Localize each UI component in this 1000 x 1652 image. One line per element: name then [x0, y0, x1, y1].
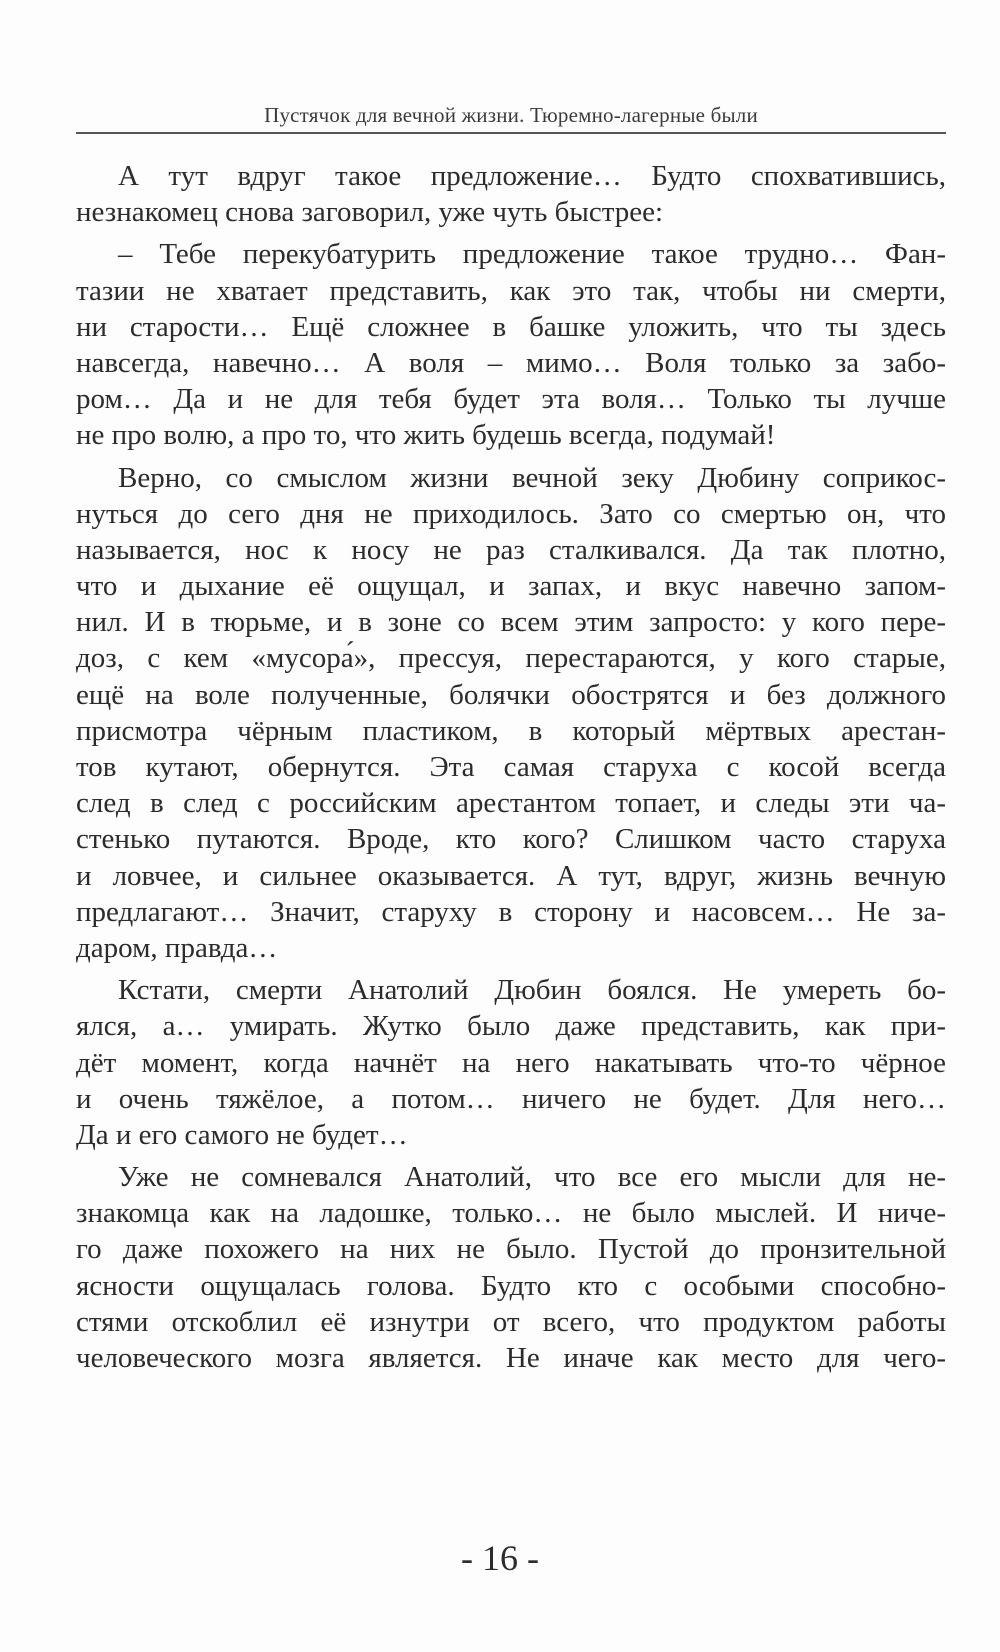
page-number: - 16 -	[461, 1538, 539, 1578]
text-line: А тут вдруг такое предложение… Будто спохватившись,	[118, 160, 946, 192]
text-line: ясности ощущалась голова. Будто кто с особыми способно-	[76, 1269, 946, 1302]
text-line: ещё на воле полученные, болячки обострятся и без должного	[76, 678, 946, 711]
text-line: доз, с кем «мусора́», прессуя, перестараются, у кого старые,	[76, 642, 946, 675]
text-line: дёт момент, когда начнёт на него накатывать что-то чёрное	[76, 1046, 946, 1079]
text-line: след в след с российским арестантом топает, и следы эти ча-	[76, 787, 946, 820]
text-line: го даже похожего на них не было. Пустой до пронзительной	[76, 1233, 946, 1266]
text-line: ялся, а… умирать. Жутко было даже представить, как при-	[76, 1010, 946, 1043]
text-line: незнакомец снова заговорил, уже чуть быстрее:	[76, 196, 664, 229]
text-line: знакомца как на ладошке, только… не было мыслей. И ниче-	[76, 1197, 946, 1230]
paragraph	[76, 236, 946, 453]
text-line: не про волю, а про то, что жить будешь всегда, подумай!	[76, 419, 776, 452]
text-line: ни старости… Ещё сложнее в башке уложить, что ты здесь	[76, 310, 946, 343]
paragraph	[76, 972, 946, 1153]
text-line: называется, нос к носу не раз сталкивался. Да так плотно,	[76, 533, 946, 566]
text-line: нуться до сего дня не приходилось. Зато со смертью он, что	[76, 497, 946, 530]
text-line: тов кутают, обернутся. Эта самая старуха с косой всегда	[76, 751, 946, 783]
text-line: навсегда, навечно… А воля – мимо… Воля только за забо-	[76, 346, 946, 379]
text-line: присмотра чёрным пластиком, в который мёртвых арестан-	[76, 714, 946, 747]
text-line: тазии не хватает представить, как это так, чтобы ни смерти,	[76, 274, 946, 307]
text-line: человеческого мозга является. Не иначе как место для чего-	[76, 1342, 946, 1374]
text-line: что и дыхание её ощущал, и запах, и вкус навечно запом-	[76, 570, 946, 603]
running-header: Пустячок для вечной жизни. Тюремно-лагерные были	[264, 103, 758, 127]
text-line: ром… Да и не для тебя будет эта воля… Только ты лучше	[76, 383, 946, 416]
paragraph	[76, 158, 946, 230]
header-rule	[76, 132, 946, 134]
text-line: даром, правда…	[76, 931, 278, 964]
paragraph	[76, 1159, 946, 1376]
text-line: Верно, со смыслом жизни вечной зеку Дюбину соприкос-	[118, 461, 946, 494]
text-line: Да и его самого не будет…	[76, 1118, 408, 1151]
text-line: предлагают… Значит, старуху в сторону и насовсем… Не за-	[76, 895, 946, 928]
body-text	[76, 158, 946, 1376]
text-line: Кстати, смерти Анатолий Дюбин боялся. Не умереть бо-	[118, 974, 946, 1007]
text-line: – Тебе перекубатурить предложение такое трудно… Фан-	[118, 238, 946, 271]
text-line: и очень тяжёлое, а потом… ничего не будет. Для него…	[76, 1082, 946, 1115]
text-line: и ловчее, и сильнее оказывается. А тут, вдруг, жизнь вечную	[76, 859, 946, 892]
text-line: Уже не сомневался Анатолий, что все его мысли для не-	[118, 1161, 946, 1194]
text-line: стенько путаются. Вроде, кто кого? Слишком часто старуха	[76, 823, 946, 856]
text-line: стями отскоблил её изнутри от всего, что продуктом работы	[76, 1305, 946, 1338]
text-line: нил. И в тюрьме, и в зоне со всем этим запросто: у кого пере-	[76, 606, 946, 639]
paragraph	[76, 460, 946, 967]
